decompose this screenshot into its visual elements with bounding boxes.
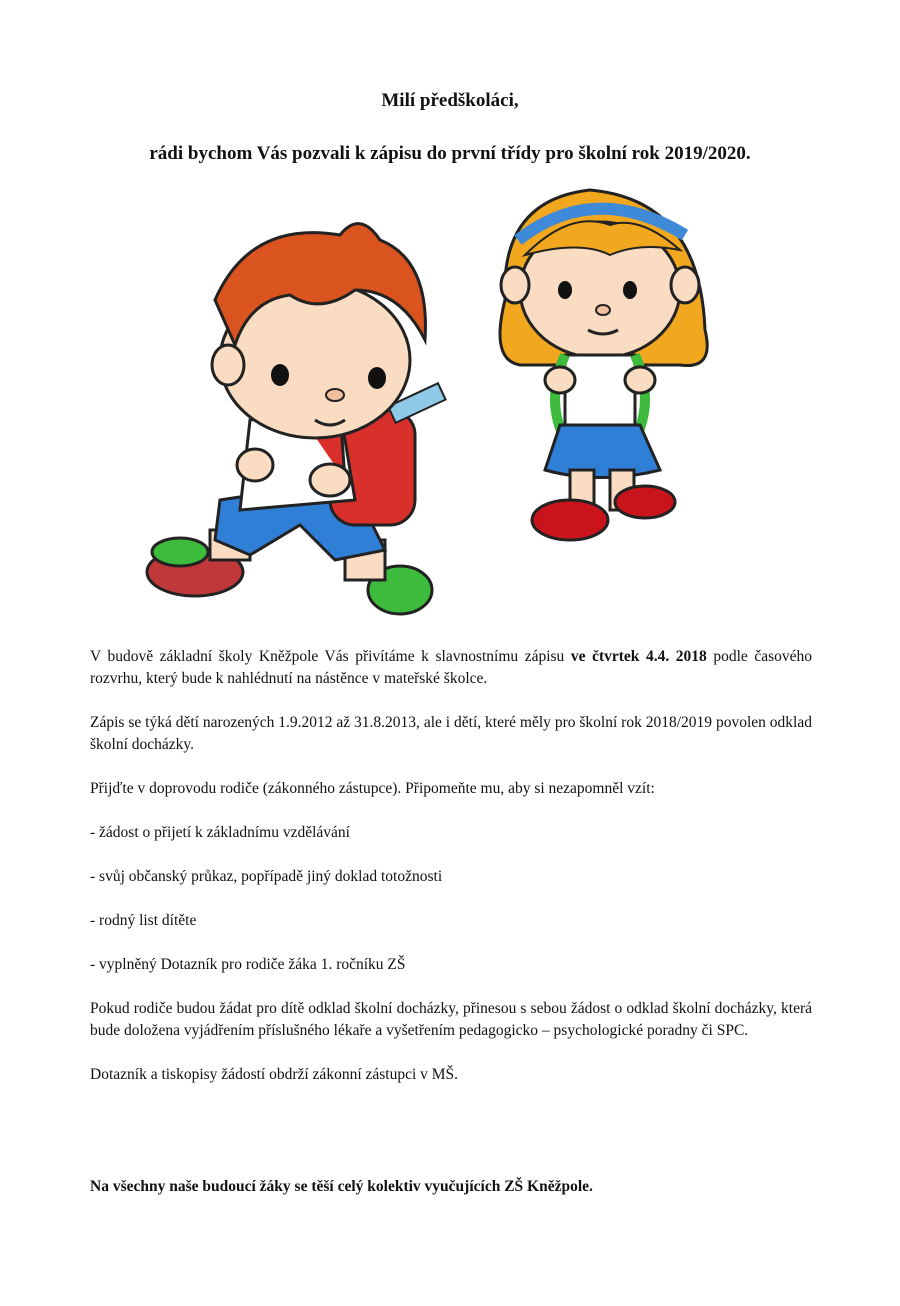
paragraph-enrollment-date <box>90 646 812 690</box>
list-item: - rodný list dítěte <box>90 912 197 929</box>
boy-figure <box>147 224 446 614</box>
enrollment-date: ve čtvrtek 4.4. 2018 <box>570 648 707 665</box>
paragraph-forms: Dotazník a tiskopisy žádostí obdrží zákonní zástupci v MŠ. <box>90 1066 459 1083</box>
children-with-backpacks-illustration <box>140 180 740 630</box>
list-item: - žádost o přijetí k základnímu vzdělávání <box>90 824 350 841</box>
girl-figure <box>500 190 707 540</box>
list-item: - svůj občanský průkaz, popřípadě jiný doklad totožnosti <box>90 868 443 885</box>
list-item: - vyplněný Dotazník pro rodiče žáka 1. ročníku ZŠ <box>90 956 406 973</box>
closing-line: Na všechny naše budoucí žáky se těší celý kolektiv vyučujících ZŠ Kněžpole. <box>90 1178 593 1195</box>
document-body <box>90 646 812 1086</box>
invitation-heading: rádi bychom Vás pozvali k zápisu do první třídy pro školní rok 2019/2020. <box>149 143 751 164</box>
paragraph-eligibility: Zápis se týká dětí narozených 1.9.2012 až 31.8.2013, ale i dětí, které měly pro školní rok 2018/2019 povolen odklad školní docházky. <box>90 714 812 753</box>
paragraph-1-text-before: V budově základní školy Kněžpole Vás přivítáme k slavnostnímu zápisu <box>90 648 571 665</box>
greeting-heading: Milí předškoláci, <box>381 90 519 111</box>
paragraph-1-text-after: podle časového rozvrhu, který bude k nahlédnutí na nástěnce v mateřské školce. <box>90 648 813 687</box>
paragraph-bring-list-intro: Přijďte v doprovodu rodiče (zákonného zástupce). Připomeňte mu, aby si nezapomněl vzít: <box>90 780 655 797</box>
paragraph-deferral: Pokud rodiče budou žádat pro dítě odklad školní docházky, přinesou s sebou žádost o odklad školní docházky, která bude doložena vyjádřením příslušného lékaře a vyšetřením pedagogicko – psychologické poradny či SPC. <box>90 1000 812 1039</box>
